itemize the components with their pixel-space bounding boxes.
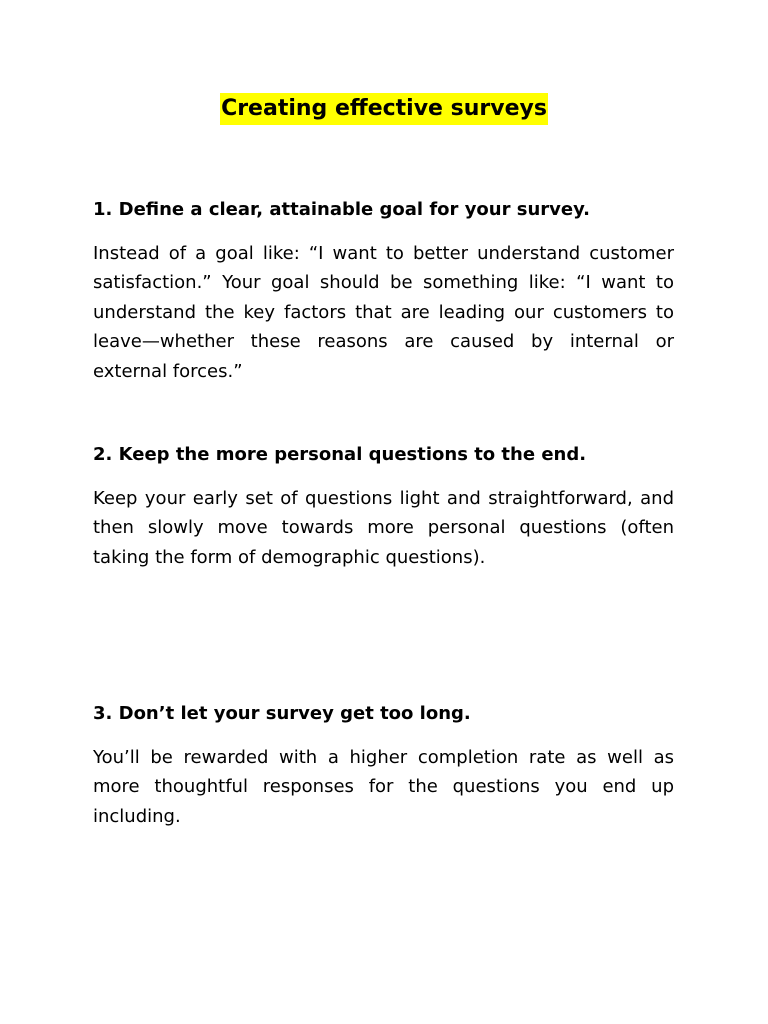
section-body-3: You’ll be rewarded with a higher completion rate as well as more thoughtful responses for the questions you end up including. <box>93 747 674 827</box>
section-heading-1: 1. Define a clear, attainable goal for your survey. <box>93 199 591 220</box>
section-heading-2: 2. Keep the more personal questions to the end. <box>93 444 587 465</box>
section-heading-3: 3. Don’t let your survey get too long. <box>93 703 471 724</box>
title-container <box>0 93 768 125</box>
section-body-2: Keep your early set of questions light and straightforward, and then slowly move towards more personal questions (often taking the form of demographic questions). <box>93 488 674 568</box>
document-title: Creating effective surveys <box>220 93 548 125</box>
section-body-1: Instead of a goal like: “I want to better understand customer satisfaction.” Your goal should be something like: “I want to understand the key factors that are leading our customers to leave—whether these reasons are caused by internal or external forces.” <box>93 243 674 382</box>
